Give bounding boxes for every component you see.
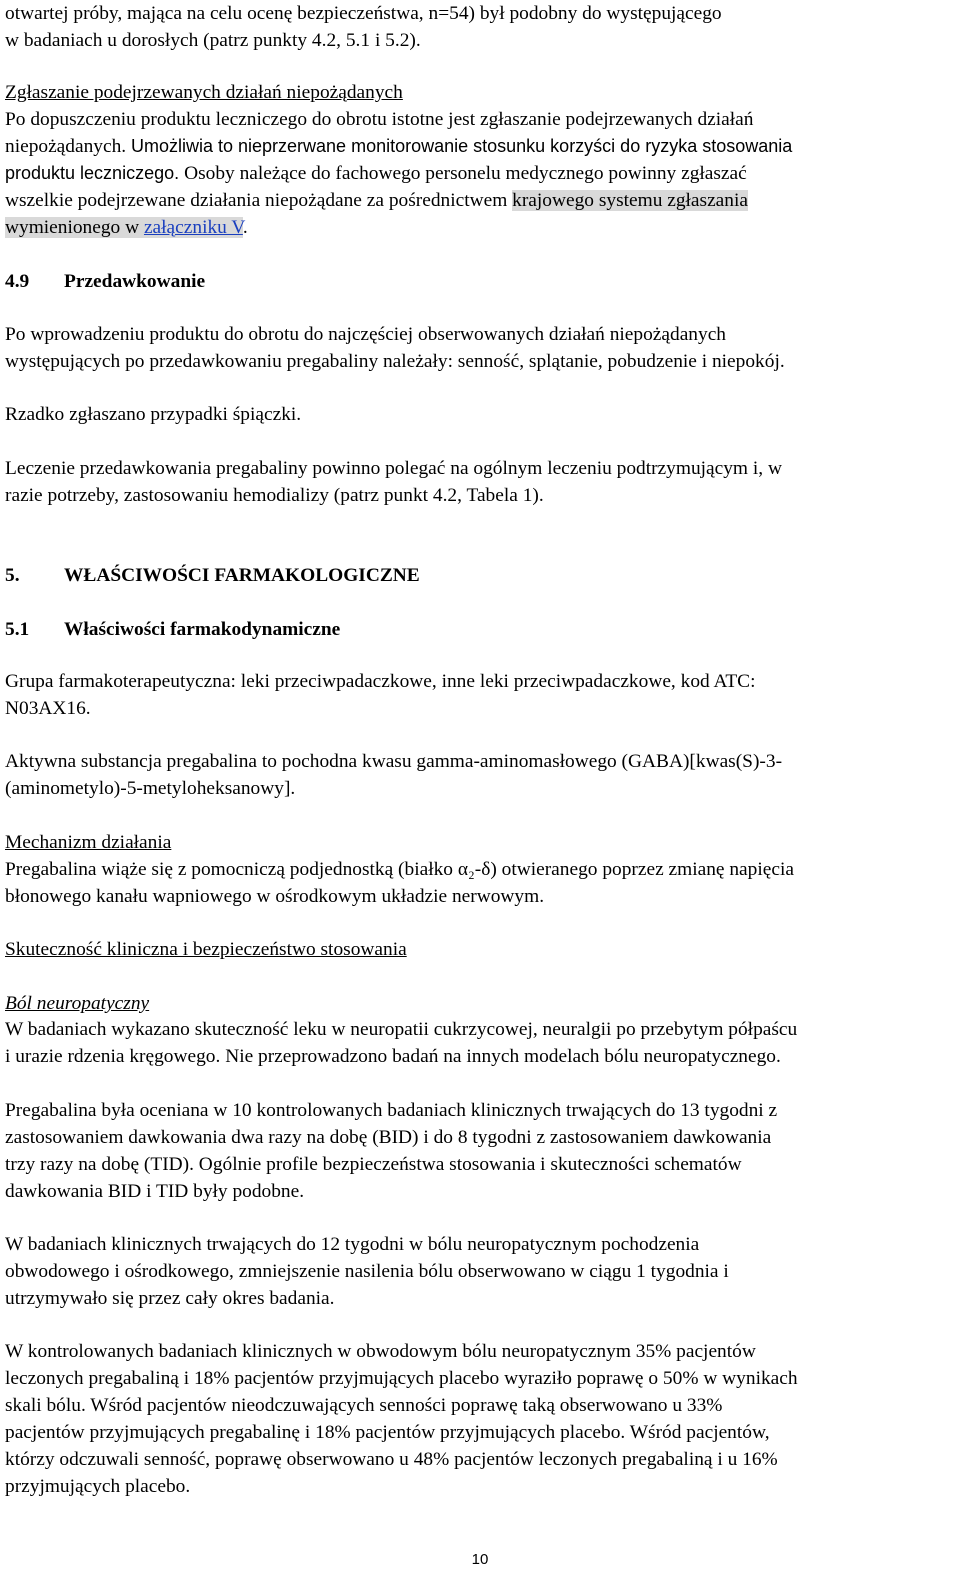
- overdose-paragraph-2: Rzadko zgłaszano przypadki śpiączki.: [5, 404, 302, 425]
- text-line: W badaniach klinicznych trwających do 12 tygodni w bólu neuropatycznym pochodzenia: [5, 1234, 700, 1255]
- neuropathic-pain-heading: Ból neuropatyczny: [5, 993, 150, 1014]
- text-line: Po dopuszczeniu produktu leczniczego do obrotu istotne jest zgłaszanie podejrzewanych działań: [5, 109, 754, 130]
- text-line: Aktywna substancja pregabalina to pochodna kwasu gamma-aminomasłowego (GABA)[kwas(S)-3-: [5, 751, 783, 772]
- neuropathic-pain-paragraph: [5, 1016, 797, 1070]
- text-line: błonowego kanału wapniowego w ośrodkowym układzie nerwowym.: [5, 886, 545, 907]
- text-line: Po wprowadzeniu produktu do obrotu do najczęściej obserwowanych działań niepożądanych: [5, 324, 726, 345]
- intro-paragraph: [5, 0, 722, 54]
- text-line: i urazie rdzenia kręgowego. Nie przeprowadzono badań na innych modelach bólu neuropatycznego.: [5, 1046, 781, 1067]
- text-line: (aminometylo)-5-metyloheksanowy].: [5, 778, 296, 799]
- overdose-paragraph-3: [5, 455, 782, 509]
- text-line: Pregabalina wiąże się z pomocniczą podjednostką (białko α₂-δ) otwieranego poprzez zmianę napięcia: [5, 859, 794, 880]
- highlighted-text: krajowego systemu zgłaszania: [512, 190, 748, 211]
- text-line: W badaniach wykazano skuteczność leku w neuropatii cukrzycowej, neuralgii po przebytym półpaścu: [5, 1019, 798, 1040]
- efficacy-heading: Skuteczność kliniczna i bezpieczeństwo stosowania: [5, 939, 407, 960]
- text-line: W kontrolowanych badaniach klinicznych w obwodowym bólu neuropatycznym 35% pacjentów: [5, 1341, 756, 1362]
- dosing-paragraph: [5, 1097, 777, 1205]
- text-line: wszelkie podejrzewane działania niepożądane za pośrednictwem: [5, 190, 513, 211]
- section-number: 5.: [5, 565, 20, 586]
- section-5-1-heading: [5, 616, 340, 643]
- text-line: trzy razy na dobę (TID). Ogólnie profile bezpieczeństwa stosowania i skuteczności schematów: [5, 1154, 742, 1175]
- text-line: Umożliwia to nieprzerwane monitorowanie stosunku korzyści do ryzyka stosowania: [130, 136, 793, 156]
- section-5-heading: [5, 562, 420, 589]
- text-line: .: [242, 217, 248, 238]
- text-line: N03AX16.: [5, 698, 91, 719]
- highlighted-text: [5, 217, 243, 238]
- overdose-paragraph-1: [5, 321, 785, 375]
- text-line: niepożądanych.: [5, 136, 131, 157]
- text-line: pacjentów przyjmujących pregabalinę i 18% pacjentów przyjmujących placebo. Wśród pacjentów,: [5, 1422, 770, 1443]
- active-substance-paragraph: [5, 748, 782, 802]
- text-line: Leczenie przedawkowania pregabaliny powinno polegać na ogólnym leczeniu podtrzymującym i, w: [5, 458, 782, 479]
- text-line: Pregabalina była oceniana w 10 kontrolowanych badaniach klinicznych trwających do 13 tygodni z: [5, 1100, 778, 1121]
- text-line: Osoby należące do fachowego personelu medycznego powinny zgłaszać: [184, 163, 747, 184]
- pharmacotherapeutic-group: [5, 668, 756, 722]
- section-number: 4.9: [5, 271, 30, 292]
- annex-v-link[interactable]: załączniku V: [143, 217, 243, 238]
- trial-duration-paragraph: [5, 1231, 729, 1312]
- section-number: 5.1: [5, 619, 30, 640]
- section-4-9-heading: [5, 268, 205, 295]
- text-line: występujących po przedawkowaniu pregabaliny należały: senność, splątanie, pobudzenie i niepokój.: [5, 351, 785, 372]
- mechanism-heading: Mechanizm działania: [5, 832, 172, 853]
- text-line: leczonych pregabaliną i 18% pacjentów przyjmujących placebo wyraziło poprawę o 50% w wynikach: [5, 1368, 798, 1389]
- page-number: 10: [471, 1551, 489, 1568]
- text-line: w badaniach u dorosłych (patrz punkty 4.2, 5.1 i 5.2).: [5, 30, 421, 51]
- text-line: otwartej próby, mająca na celu ocenę bezpieczeństwa, n=54) był podobny do występującego: [5, 3, 722, 24]
- section-title: Przedawkowanie: [64, 271, 206, 292]
- text-line: Grupa farmakoterapeutyczna: leki przeciwpadaczkowe, inne leki przeciwpadaczkowe, kod ATC:: [5, 671, 756, 692]
- text-line: razie potrzeby, zastosowaniu hemodializy (patrz punkt 4.2, Tabela 1).: [5, 485, 544, 506]
- section-title: Właściwości farmakodynamiczne: [64, 619, 341, 640]
- section-title: WŁAŚCIWOŚCI FARMAKOLOGICZNE: [64, 565, 420, 586]
- text-line: utrzymywało się przez cały okres badania.: [5, 1288, 335, 1309]
- text-line: zastosowaniem dawkowania dwa razy na dobę (BID) i do 8 tygodni z zastosowaniem dawkowania: [5, 1127, 772, 1148]
- text-line: wymienionego w: [5, 217, 144, 238]
- adverse-reporting-paragraph: [5, 106, 957, 241]
- text-line: produktu leczniczego.: [5, 163, 185, 183]
- trial-results-paragraph: [5, 1338, 798, 1500]
- text-line: którzy odczuwali senność, poprawę obserwowano u 48% pacjentów leczonych pregabaliną i u 16%: [5, 1449, 778, 1470]
- text-line: przyjmujących placebo.: [5, 1476, 191, 1497]
- text-line: skali bólu. Wśród pacjentów nieodczuwających senności poprawę taką obserwowano u 33%: [5, 1395, 723, 1416]
- text-line: dawkowania BID i TID były podobne.: [5, 1181, 305, 1202]
- mechanism-paragraph: [5, 856, 794, 910]
- text-line: obwodowego i ośrodkowego, zmniejszenie nasilenia bólu obserwowano w ciągu 1 tygodnia i: [5, 1261, 729, 1282]
- adverse-reporting-heading: Zgłaszanie podejrzewanych działań niepożądanych: [5, 82, 403, 103]
